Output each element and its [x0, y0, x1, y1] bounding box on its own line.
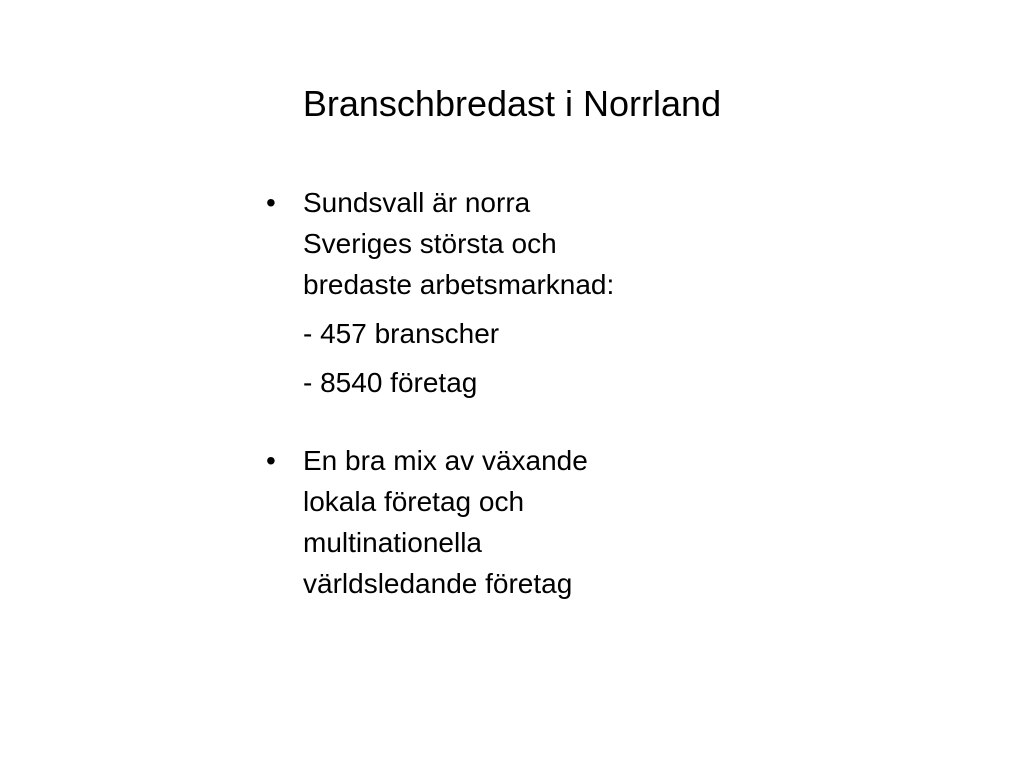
bullet-icon: •	[266, 187, 276, 218]
bullet-text: En bra mix av växande lokala företag och multinationella världsledande företag	[303, 445, 588, 599]
bullet-sub-line: - 8540 företag	[303, 367, 478, 398]
bullet-sub-line: - 457 branscher	[303, 318, 500, 349]
bullet-item	[262, 182, 732, 403]
bullet-item	[262, 440, 732, 604]
bullet-icon: •	[266, 445, 276, 476]
bullet-text: Sundsvall är norra Sveriges största och bredaste arbetsmarknad:	[303, 187, 615, 300]
bullet-list	[262, 182, 732, 604]
slide-title: Branschbredast i Norrland	[302, 83, 722, 124]
